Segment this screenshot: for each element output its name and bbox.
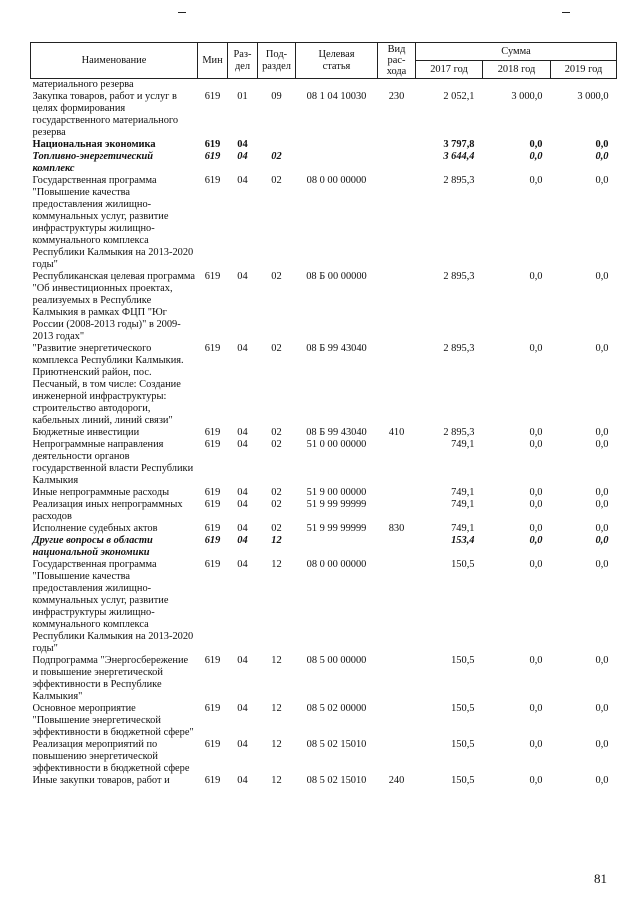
row-expense-type [378,655,416,703]
row-2018: 0,0 [529,439,543,450]
row-podrazdel: 12 [271,559,282,570]
row-2019: 0,0 [595,559,609,570]
row-target-article: 08 Б 00 00000 [306,271,367,282]
row-2017: 150,5 [451,739,475,750]
row-target-article: 08 0 00 00000 [306,559,367,570]
row-podrazdel: 12 [271,535,282,546]
row-razdel: 04 [237,487,248,498]
row-ministry: 619 [204,739,221,750]
row-expense-type [378,499,416,523]
row-razdel: 04 [237,151,248,162]
row-expense-type: 230 [388,91,405,102]
header-2017: 2017 год [416,61,483,79]
row-expense-type [378,343,416,427]
row-expense-type [378,439,416,487]
row-2018: 0,0 [529,139,543,150]
table-row [31,775,617,787]
row-name: Основное мероприятие "Повышение энергетической эффективности в бюджетной сфере" [32,703,194,738]
row-2018: 0,0 [529,775,543,786]
row-2018 [483,79,551,92]
row-ministry: 619 [204,439,221,450]
row-2017: 749,1 [451,439,475,450]
row-name: Закупка товаров, работ и услуг в целях формирования государственного материального резерва [32,91,179,138]
header-2019: 2019 год [551,61,617,79]
row-podrazdel: 12 [271,775,282,786]
row-podrazdel: 02 [271,439,282,450]
header-podrazdel: Под- раздел [258,43,296,79]
row-2017: 749,1 [451,523,475,534]
row-razdel: 01 [237,91,248,102]
row-2017: 749,1 [451,499,475,510]
row-razdel: 04 [237,499,248,510]
header-min: Мин [198,43,228,79]
row-podrazdel: 09 [271,91,282,102]
row-expense-type [378,535,416,559]
row-podrazdel [258,139,296,151]
row-2017: 150,5 [451,703,475,714]
row-2017: 150,5 [451,775,475,786]
row-podrazdel: 12 [271,703,282,714]
row-ministry: 619 [204,151,221,162]
row-expense-type [378,151,416,175]
row-2019: 0,0 [595,343,609,354]
row-expense-type [378,487,416,499]
row-expense-type [378,139,416,151]
row-podrazdel: 12 [271,655,282,666]
row-razdel: 04 [237,439,248,450]
row-2019: 0,0 [595,535,609,546]
row-target-article [296,79,378,92]
row-2018: 0,0 [529,271,543,282]
row-target-article: 51 9 99 99999 [306,523,367,534]
row-2018: 0,0 [529,535,543,546]
row-2017: 150,5 [451,559,475,570]
row-razdel: 04 [237,739,248,750]
row-ministry: 619 [204,499,221,510]
table-row [31,79,617,92]
row-expense-type [378,559,416,655]
row-podrazdel: 02 [271,343,282,354]
row-expense-type: 410 [388,427,405,438]
row-2019: 0,0 [595,523,609,534]
row-razdel: 04 [237,655,248,666]
row-name: Государственная программа "Повышение качества предоставления жилищно-коммунальных услуг, развитие инфраструктуры жилищно-коммунального комплекса Республики Калмыкия на 2013-2020 годы" [32,559,194,654]
row-2019: 0,0 [595,139,609,150]
table-row [31,427,617,439]
row-podrazdel: 02 [271,271,282,282]
row-expense-type [378,79,416,92]
table-body [31,79,617,788]
row-ministry: 619 [204,175,221,186]
row-2018: 0,0 [529,739,543,750]
table-row [31,559,617,655]
row-name: "Развитие энергетического комплекса Республики Калмыкия. Приютненский район, пос. Песчаный, в том числе: Создание инженерной инфраструктуры: строительство автодороги, кабельных линий, линий связи" [32,343,184,426]
row-2018: 0,0 [529,499,543,510]
row-podrazdel: 02 [271,175,282,186]
table-row [31,271,617,343]
row-razdel: 04 [237,139,248,150]
row-name: Национальная экономика [32,139,156,150]
row-2017: 2 895,3 [443,343,475,354]
header-razdel: Раз- дел [228,43,258,79]
row-name: материального резерва [32,79,134,90]
row-2018: 0,0 [529,655,543,666]
row-ministry: 619 [204,91,221,102]
row-2019: 0,0 [595,739,609,750]
row-target-article: 08 Б 99 43040 [306,343,367,354]
table-row [31,523,617,535]
row-ministry: 619 [204,343,221,354]
budget-table [30,42,617,787]
row-target-article: 08 Б 99 43040 [306,427,367,438]
table-row [31,151,617,175]
row-name: Исполнение судебных актов [32,523,158,534]
row-target-article [296,139,378,151]
row-name: Другие вопросы в области национальной экономики [32,535,153,558]
row-2017: 2 895,3 [443,427,475,438]
header-target-article: Целевая статья [296,43,378,79]
row-razdel: 04 [237,175,248,186]
table-row [31,439,617,487]
row-razdel: 04 [237,535,248,546]
row-2017: 2 052,1 [443,91,475,102]
row-2018: 0,0 [529,175,543,186]
row-ministry: 619 [204,535,221,546]
row-target-article: 08 5 02 00000 [306,703,367,714]
row-target-article: 51 0 00 00000 [306,439,367,450]
row-2017: 153,4 [451,535,475,546]
row-name: Реализация мероприятий по повышению энергетической эффективности в бюджетной сфере [32,739,190,774]
row-expense-type [378,739,416,775]
table-row [31,703,617,739]
row-razdel: 04 [237,559,248,570]
header-name: Наименование [31,43,198,79]
row-podrazdel [258,79,296,92]
row-podrazdel: 02 [271,523,282,534]
row-ministry: 619 [204,523,221,534]
row-expense-type [378,175,416,271]
row-2018: 0,0 [529,559,543,570]
row-2018: 0,0 [529,703,543,714]
row-2018: 0,0 [529,343,543,354]
row-2017: 3 797,8 [443,139,475,150]
row-podrazdel: 02 [271,151,282,162]
header-summa: Сумма [416,43,617,61]
row-target-article: 51 9 99 99999 [306,499,367,510]
row-2019: 0,0 [595,499,609,510]
row-2018: 0,0 [529,151,543,162]
row-2018: 0,0 [529,523,543,534]
row-ministry: 619 [204,559,221,570]
row-razdel: 04 [237,343,248,354]
table-row [31,343,617,427]
row-name: Республиканская целевая программа "Об инвестиционных проектах, реализуемых в Республике Калмыкия в рамках ФЦП "Юг России (2008-2013 годы)" в 2009-2013 годах" [32,271,196,342]
table-row [31,487,617,499]
row-podrazdel: 02 [271,427,282,438]
row-2017 [416,79,483,92]
row-target-article: 08 5 02 15010 [306,739,367,750]
row-target-article: 08 5 00 00000 [306,655,367,666]
top-mark-right [562,12,570,13]
row-razdel: 04 [237,775,248,786]
row-razdel: 04 [237,271,248,282]
row-2019: 0,0 [595,487,609,498]
row-target-article: 08 1 04 10030 [306,91,367,102]
table-row [31,175,617,271]
row-name: Иные непрограммные расходы [32,487,170,498]
row-name: Топливно-энергетический комплекс [32,151,154,174]
row-2017: 749,1 [451,487,475,498]
row-2019: 0,0 [595,775,609,786]
row-razdel [228,79,258,92]
row-2019: 0,0 [595,175,609,186]
row-2019: 3 000,0 [577,91,609,102]
row-2017: 2 895,3 [443,271,475,282]
row-2017: 150,5 [451,655,475,666]
page-number: 81 [594,871,607,886]
table-row [31,739,617,775]
top-mark-left [178,12,186,13]
row-2019: 0,0 [595,655,609,666]
row-target-article [296,151,378,175]
row-name: Бюджетные инвестиции [32,427,140,438]
row-2018: 0,0 [529,427,543,438]
row-podrazdel: 02 [271,487,282,498]
row-target-article: 08 0 00 00000 [306,175,367,186]
row-2017: 3 644,4 [443,151,475,162]
row-2018: 3 000,0 [511,91,543,102]
row-razdel: 04 [237,427,248,438]
table-row [31,535,617,559]
row-ministry: 619 [204,271,221,282]
header-expense-type: Вид рас- хода [378,43,416,79]
row-target-article: 51 9 00 00000 [306,487,367,498]
table-row [31,499,617,523]
row-ministry: 619 [204,487,221,498]
table-row [31,91,617,139]
row-2019 [551,79,617,92]
row-razdel: 04 [237,703,248,714]
row-expense-type [378,271,416,343]
table-row [31,139,617,151]
row-ministry: 619 [204,427,221,438]
row-2019: 0,0 [595,439,609,450]
row-2017: 2 895,3 [443,175,475,186]
row-ministry: 619 [204,655,221,666]
row-ministry: 619 [204,703,221,714]
row-expense-type: 830 [388,523,405,534]
row-2019: 0,0 [595,427,609,438]
row-name: Государственная программа "Повышение качества предоставления жилищно-коммунальных услуг, развитие инфраструктуры жилищно-коммунального комплекса Республики Калмыкия на 2013-2020 годы" [32,175,194,270]
row-podrazdel: 12 [271,739,282,750]
header-2018: 2018 год [483,61,551,79]
row-target-article: 08 5 02 15010 [306,775,367,786]
row-podrazdel: 02 [271,499,282,510]
row-razdel: 04 [237,523,248,534]
row-ministry: 619 [204,139,221,150]
row-ministry: 619 [204,775,221,786]
row-2018: 0,0 [529,487,543,498]
row-2019: 0,0 [595,151,609,162]
row-expense-type: 240 [388,775,405,786]
row-expense-type [378,703,416,739]
row-name: Непрограммные направления деятельности органов государственной власти Республики Калмыкия [32,439,194,486]
row-2019: 0,0 [595,271,609,282]
table-row [31,655,617,703]
row-name: Иные закупки товаров, работ и [32,775,170,786]
row-ministry [198,79,228,92]
row-name: Реализация иных непрограммных расходов [32,499,183,522]
row-target-article [296,535,378,559]
row-2019: 0,0 [595,703,609,714]
row-name: Подпрограмма "Энергосбережение и повышение энергетической эффективности в Республике Калмыкия" [32,655,189,702]
